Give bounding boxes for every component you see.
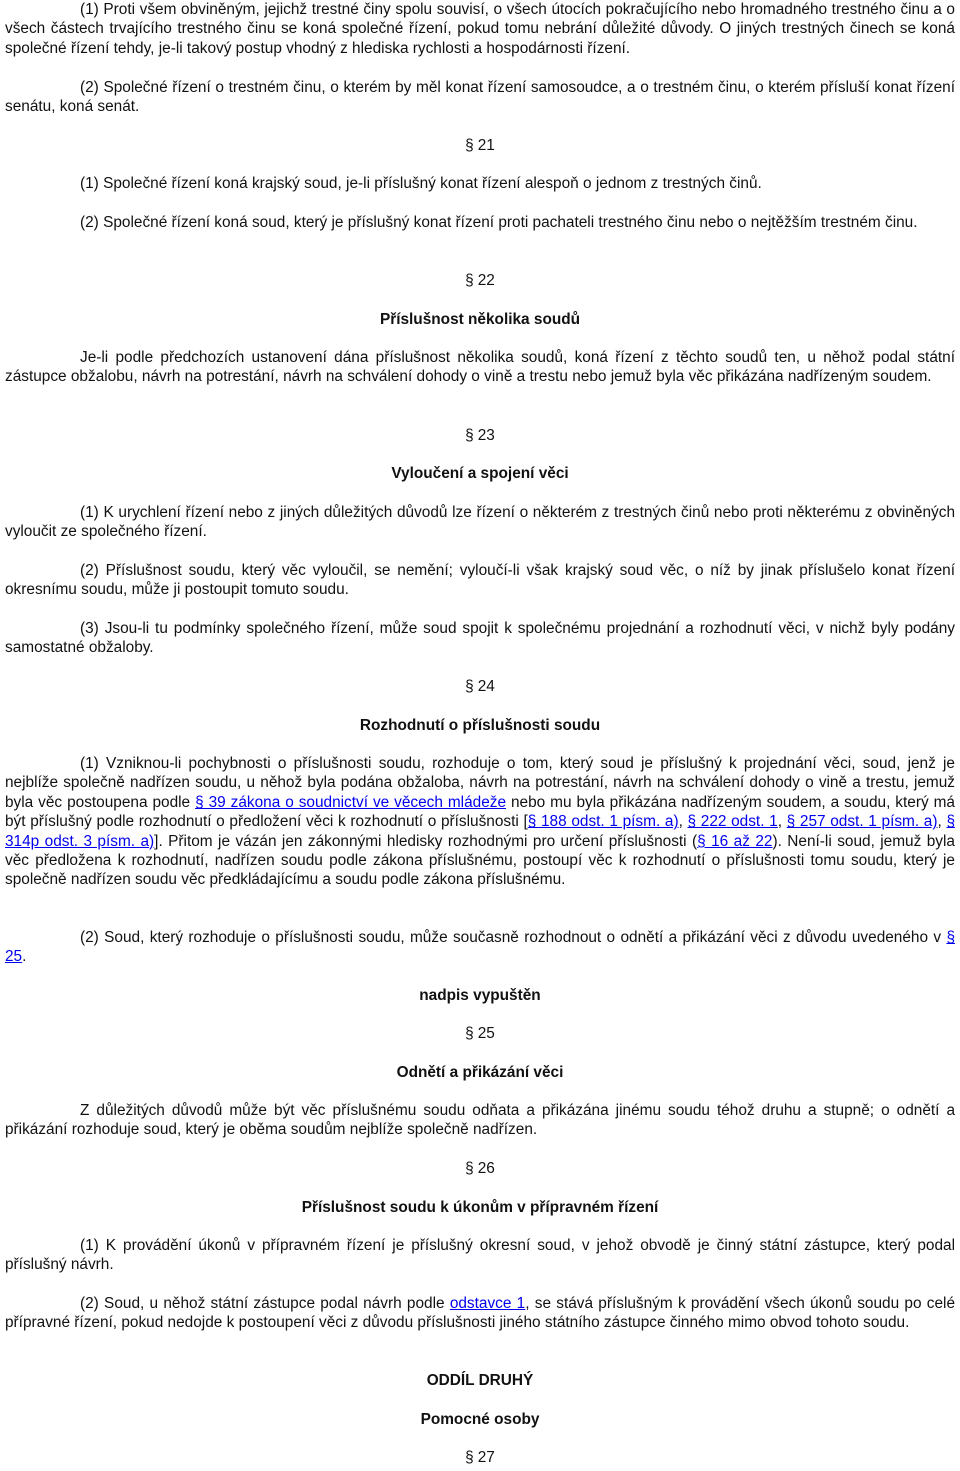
link-222-odst-1[interactable]: § 222 odst. 1 — [687, 813, 778, 831]
text-run: , — [777, 813, 787, 831]
part-heading: ODDÍL DRUHÝ — [426, 1372, 534, 1389]
paragraph-24-1 — [5, 754, 955, 890]
section-number: 25 — [477, 1025, 495, 1042]
section-22-title: Příslušnost několika soudů — [379, 311, 581, 328]
section-number: 26 — [477, 1160, 495, 1177]
section-sign: § — [465, 137, 474, 154]
section-23-heading — [5, 426, 955, 445]
text-run: , se stává příslušným k provádění všech úkonů soudu po celé přípravné řízení, pokud nedojde k postoupení věci z důvodu příslušnosti jiného státního zástupce činného mimo obvod tohoto soudu. — [5, 1295, 956, 1332]
section-26-title: Příslušnost soudu k úkonům v přípravném řízení — [301, 1199, 659, 1216]
section-25-title: Odnětí a přikázání věci — [396, 1064, 564, 1081]
section-sign: § — [465, 1025, 474, 1042]
text-run: ). Není-li soud, jemuž byla věc předložena k rozhodnutí, nadřízen soudu podle zákona příslušnému, postoupí věc k rozhodnutí o příslušnosti tomu soudu, který je společně nadřízen soudu věc předkládajícímu a soudu podle zákona příslušnému. — [5, 832, 955, 889]
section-21-heading — [5, 136, 955, 155]
section-sign: § — [465, 272, 474, 289]
section-sign: § — [465, 1449, 474, 1466]
link-314p-odst-3[interactable]: § 314p odst. 3 písm. a) — [5, 813, 956, 850]
section-number: 23 — [477, 427, 495, 444]
section-number: 21 — [477, 137, 495, 154]
text-run: (2) Soud, který rozhoduje o příslušnosti soudu, může současně rozhodnout o odnětí a přikázání věci z důvodu uvedeného v — [80, 929, 947, 946]
section-24-heading — [5, 677, 955, 696]
paragraph-23-1: (1) K urychlení řízení nebo z jiných důležitých důvodů lze řízení o některém z trestných činů nebo proti některému z obviněných vyloučit ze společného řízení. — [5, 504, 955, 541]
link-25[interactable]: § 25 — [5, 929, 955, 966]
link-257-odst-1[interactable]: § 257 odst. 1 písm. a) — [786, 813, 938, 831]
text-run: , — [678, 813, 688, 831]
section-25-heading — [5, 1024, 955, 1043]
paragraph-20-2: (2) Společné řízení o trestném činu, o kterém by měl konat řízení samosoudce, a o trestném činu, o kterém přísluší konat řízení senátu, koná senát. — [5, 79, 955, 116]
section-sign: § — [465, 1160, 474, 1177]
paragraph-25: Z důležitých důvodů může být věc příslušnému soudu odňata a přikázána jinému soudu téhož druhu a stupně; o odnětí a přikázání rozhoduje soud, který je oběma soudům nejblíže společně nadřízen. — [5, 1102, 955, 1139]
section-27-heading — [5, 1448, 955, 1467]
section-26-heading — [5, 1159, 955, 1178]
link-39-zakona-o-soudnictvi[interactable]: § 39 zákona o soudnictví ve věcech mládeže — [195, 793, 507, 811]
link-odstavce-1[interactable]: odstavce 1 — [449, 1295, 526, 1312]
link-188-odst-1[interactable]: § 188 odst. 1 písm. a) — [527, 813, 679, 831]
text-run: nebo mu byla přikázána nadřízeným soudem, a soudu, který má být příslušný podle rozhodnutí o předložení věci k rozhodnutí o příslušnosti [ — [5, 793, 955, 831]
section-22-heading — [5, 271, 955, 290]
paragraph-22: Je-li podle předchozích ustanovení dána příslušnost několika soudů, koná řízení z těchto soudů ten, u něhož podal státní zástupce obžalobu, návrh na potrestání, návrh na schválení dohody o vině a trestu nebo jemuž byla věc přikázána nadřízeným soudem. — [5, 349, 955, 386]
section-sign: § — [465, 678, 474, 695]
section-number: 27 — [477, 1449, 495, 1466]
section-sign: § — [465, 427, 474, 444]
paragraph-26-1: (1) K provádění úkonů v přípravném řízení je příslušný okresní soud, v jehož obvodě je činný státní zástupce, který podal příslušný návrh. — [5, 1237, 955, 1274]
section-23-title: Vyloučení a spojení věci — [391, 465, 569, 482]
paragraph-20-1: (1) Proti všem obviněným, jejichž trestné činy spolu souvisí, o všech útocích pokračujícího nebo hromadného trestného činu a o všech částech trvajícího trestného činu se koná společné řízení, pokud tomu nebrání důležité důvody. O jiných trestných činech se koná společné řízení tehdy, je-li takový postup vhodný z hlediska rychlosti a hospodárnosti řízení. — [5, 1, 955, 57]
text-run: (2) Soud, u něhož státní zástupce podal návrh podle — [80, 1295, 450, 1312]
paragraph-21-1: (1) Společné řízení koná krajský soud, je-li příslušný konat řízení alespoň o jednom z trestných činů. — [80, 175, 762, 192]
text-run: (1) Vzniknou-li pochybnosti o příslušnosti soudu, rozhoduje o tom, který soud je příslušný k projednání věci, soud, jenž je nejblíže společně nadřízen soudu, u něhož byla podána obžaloba, návrh na potrestání, návrh na schválení dohody o vině a trestu, jemuž byla věc postoupena podle — [5, 755, 955, 811]
section-number: 24 — [477, 678, 495, 695]
paragraph-23-2: (2) Příslušnost soudu, který věc vyloučil, se nemění; vyloučí-li však krajský soud věc, o níž by jinak příslušelo konat řízení okresnímu soudu, může ji postoupit tomuto soudu. — [5, 562, 955, 599]
heading-omitted: nadpis vypuštěn — [419, 987, 541, 1004]
text-run: . — [22, 948, 27, 966]
section-24-title: Rozhodnutí o příslušnosti soudu — [359, 717, 601, 734]
section-number: 22 — [477, 272, 495, 289]
paragraph-23-3: (3) Jsou-li tu podmínky společného řízení, může soud spojit k společnému projednání a rozhodnutí věci, v nichž byly podány samostatné obžaloby. — [5, 620, 955, 657]
paragraph-26-2 — [5, 1294, 955, 1333]
text-run: ]. Přitom je vázán jen zákonnými hledisky rozhodnými pro určení příslušnosti ( — [154, 832, 698, 850]
link-16-az-22[interactable]: § 16 až 22 — [697, 832, 773, 850]
paragraph-21-2: (2) Společné řízení koná soud, který je příslušný konat řízení proti pachateli trestného činu nebo o nejtěžším trestném činu. — [80, 214, 918, 231]
paragraph-24-2 — [5, 928, 955, 967]
text-run: , — [937, 813, 947, 831]
part-title: Pomocné osoby — [420, 1411, 540, 1428]
